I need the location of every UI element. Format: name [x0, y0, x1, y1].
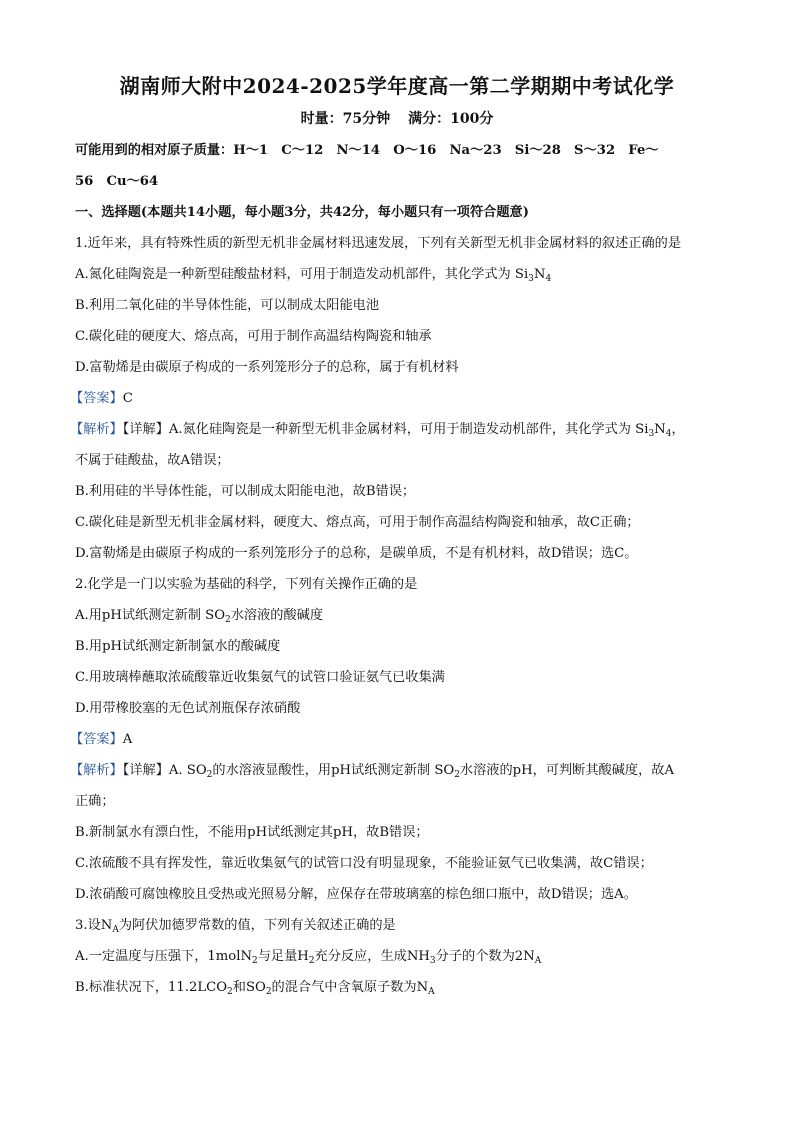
q1-stem: 1.近年来，具有特殊性质的新型无机非金属材料迅速发展，下列有关新型无机非金属材料的叙述正确的是 — [75, 236, 682, 251]
q1-explanation-b: B.利用硅的半导体性能，可以制成太阳能电池，故B错误； — [75, 484, 416, 499]
q3-stem: 3.设$N_A$为阿伏加德罗常数的值，下列有关叙述正确的是 — [75, 918, 396, 935]
q2-explanation-b: B.新制氯水有漂白性，不能用pH试纸测定其pH，故B错误； — [75, 825, 429, 840]
q2-option-a: A.用pH试纸测定新制 $SO_2$水溶液的酸碱度 — [75, 608, 324, 625]
q2-option-b: B.用pH试纸测定新制氯水的酸碱度 — [75, 639, 281, 654]
q1-answer: 【答案】C — [70, 391, 133, 406]
q2-option-c: C.用玻璃棒蘸取浓硫酸靠近收集氨气的试管口验证氨气已收集满 — [75, 670, 445, 685]
q2-answer: 【答案】A — [70, 732, 133, 747]
q2-explanation-c: C.浓硫酸不具有挥发性，靠近收集氨气的试管口没有明显现象，不能验证氨气已收集满，故C错误； — [75, 856, 653, 871]
explanation-label: 【解析】 — [70, 422, 123, 437]
q2-explanation-d: D.浓硝酸可腐蚀橡胶且受热或光照易分解，应保存在带玻璃塞的棕色细口瓶中，故D错误；选A。 — [75, 887, 637, 902]
q3-option-b: B.标准状况下，$11.2LCO_2$和$SO_2$的混合气中含氧原子数为$N_A$ — [75, 980, 435, 997]
q1-explanation-d: D.富勒烯是由碳原子构成的一系列笼形分子的总称，是碳单质，不是有机材料，故D错误；选C。 — [75, 546, 638, 561]
q1-option-c: C.碳化硅的硬度大、熔点高，可用于制作高温结构陶瓷和轴承 — [75, 329, 432, 344]
answer-label: 【答案】 — [70, 391, 123, 406]
q2-explanation-a: 【解析】【详解】A. $SO_2$的水溶液显酸性，用pH试纸测定新制 $SO_2$水溶液的pH，可判断其酸碱度，故A — [70, 763, 675, 780]
atomic-masses-line-1: 可能用到的相对原子质量：H～1 C～12 N～14 O～16 Na～23 Si～28 S～32 Fe～ — [75, 143, 659, 158]
exam-meta — [0, 108, 794, 128]
q2-stem: 2.化学是一门以实验为基础的科学，下列有关操作正确的是 — [75, 577, 418, 592]
full-score: 满分：100分 — [408, 111, 494, 127]
section-heading: 一、选择题(本题共14小题，每小题3分，共42分，每小题只有一项符合题意) — [75, 205, 529, 220]
q2-option-d: D.用带橡胶塞的无色试剂瓶保存浓硝酸 — [75, 701, 301, 716]
q1-option-a: A.氮化硅陶瓷是一种新型硅酸盐材料，可用于制造发动机部件，其化学式为 $Si_3N_4$ — [75, 267, 552, 284]
answer-label: 【答案】 — [70, 732, 123, 747]
q1-explanation-a: 【解析】【详解】A.氮化硅陶瓷是一种新型无机非金属材料，可用于制造发动机部件，其化学式为 $Si_3N_4$， — [70, 422, 685, 439]
q1-option-b: B.利用二氧化硅的半导体性能，可以制成太阳能电池 — [75, 298, 380, 313]
q1-option-d: D.富勒烯是由碳原子构成的一系列笼形分子的总称，属于有机材料 — [75, 360, 459, 375]
page-title: 湖南师大附中2024-2025学年度高一第二学期期中考试化学 — [119, 74, 675, 98]
q1-explanation-c: C.碳化硅是新型无机非金属材料，硬度大、熔点高，可用于制作高温结构陶瓷和轴承，故C正确； — [75, 515, 640, 530]
atomic-masses-line-2: 56 Cu～64 — [75, 174, 159, 189]
explanation-label: 【解析】 — [70, 763, 123, 778]
q3-option-a: A.一定温度与压强下，1molN$_2$与足量$H_2$充分反应，生成$NH_3$分子的个数为$2N_A$ — [75, 949, 542, 966]
q1-explanation-a-cont: 不属于硅酸盐，故A错误； — [75, 453, 230, 468]
time-limit: 时量：75分钟 — [300, 111, 391, 127]
q2-explanation-a-cont: 正确； — [75, 794, 115, 809]
